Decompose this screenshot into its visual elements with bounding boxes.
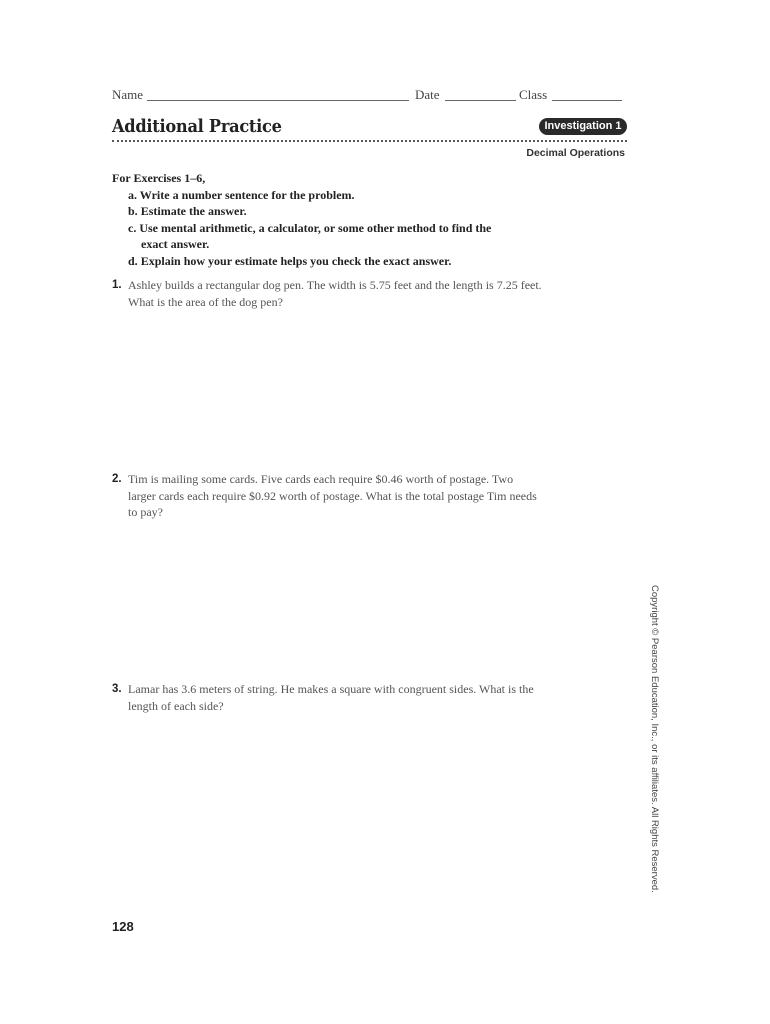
instruction-text: Write a number sentence for the problem. <box>139 187 355 202</box>
instruction-c <box>112 220 532 253</box>
exercise-number: 2. <box>112 473 122 485</box>
page-title: Additional Practice <box>112 116 282 137</box>
student-info-header <box>112 87 624 105</box>
instruction-b <box>112 203 532 220</box>
exercise-2 <box>112 471 537 521</box>
class-label: Class <box>519 87 548 102</box>
instruction-text: Estimate the answer. <box>140 204 247 218</box>
instruction-text: Use mental arithmetic, a calculator, or some other method to find the <box>139 220 492 235</box>
class-field[interactable] <box>552 100 622 101</box>
instruction-text: Explain how your estimate helps you check the exact answer. <box>140 253 452 268</box>
instruction-d <box>112 253 532 270</box>
exercise-text: Lamar has 3.6 meters of string. He makes a square with congruent sides. What is the length of each side? <box>128 682 534 713</box>
instruction-letter: a. <box>128 187 137 202</box>
instruction-text-continued: exact answer. <box>141 237 210 251</box>
exercise-number: 1. <box>112 279 122 291</box>
title-divider <box>112 140 627 142</box>
name-label: Name <box>112 87 144 102</box>
copyright-notice: Copyright © Pearson Education, Inc., or its affiliates. All Rights Reserved. <box>649 585 660 893</box>
instruction-a <box>112 187 532 204</box>
instruction-letter: d. <box>128 253 138 268</box>
exercise-3 <box>112 681 537 714</box>
instruction-letter: c. <box>128 220 137 235</box>
exercise-1 <box>112 277 552 310</box>
investigation-badge: Investigation 1 <box>539 118 627 135</box>
date-label: Date <box>415 87 440 102</box>
instructions <box>112 170 532 269</box>
date-field[interactable] <box>445 100 516 101</box>
name-field[interactable] <box>147 100 409 101</box>
page-number: 128 <box>112 919 134 934</box>
section-subtitle: Decimal Operations <box>526 147 625 159</box>
instruction-letter: b. <box>128 204 138 218</box>
exercise-text: Ashley builds a rectangular dog pen. The width is 5.75 feet and the length is 7.25 feet. What is the area of the dog pen? <box>128 278 542 309</box>
exercise-number: 3. <box>112 683 122 695</box>
exercise-text: Tim is mailing some cards. Five cards each require $0.46 worth of postage. Two larger cards each require $0.92 worth of postage. What is the total postage Tim needs to pay? <box>128 472 537 519</box>
instructions-intro: For Exercises 1–6, <box>112 171 206 185</box>
